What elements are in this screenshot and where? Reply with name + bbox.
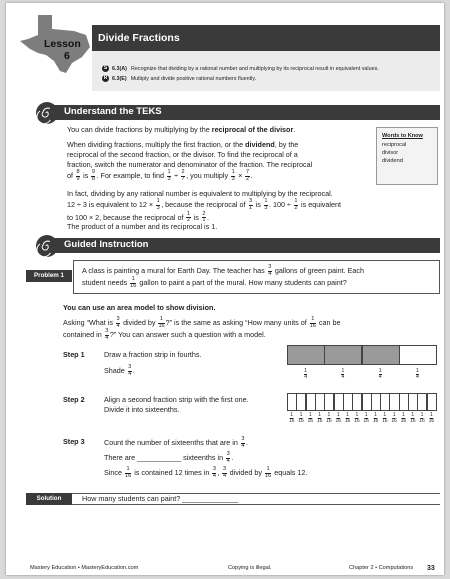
fourths-strip	[287, 345, 436, 365]
standard-s-icon: S	[103, 65, 108, 71]
strip-label: 1 16	[344, 412, 351, 424]
strip-label: 1 16	[372, 412, 379, 424]
standard-r-icon: R	[103, 75, 108, 81]
strip-label: 1 16	[326, 412, 332, 424]
strip-label: 1 16	[354, 412, 360, 424]
lesson-title: Divide Fractions	[98, 32, 180, 44]
strip-cell	[287, 345, 325, 365]
teks-text: Recognize that dividing by a rational number and multiplying by its reciprocal result in equivalent values.	[130, 65, 379, 72]
guided-section-bar	[50, 238, 440, 253]
footer-copy-notice: Copying is illegal.	[228, 565, 272, 571]
strip-label: 1 16	[335, 412, 341, 424]
strip-label: 1 16	[409, 412, 416, 424]
workbook-page	[6, 3, 444, 575]
words-to-know-title: Words to Know	[382, 133, 423, 139]
teks-text: Multiply and divide positive rational numbers fluently.	[130, 75, 257, 82]
lesson-number: 6	[64, 50, 70, 62]
step-label: Step 1	[63, 350, 85, 359]
step-label: Step 3	[63, 437, 85, 446]
problem-text: A class is painting a mural for Earth Day. The teacher has $\frac{3}{4}$ gallons of green paint. Each student needs $\frac{1}{16}$ gallon to paint a part of the mural. How many students can paint?	[82, 264, 364, 289]
step-2-text: Align a second fraction strip with the first one. Divide it into sixteenths.	[104, 395, 249, 415]
reciprocal-paragraph: When dividing fractions, multiply the first fraction, or the dividend, by the reciprocal of the second fraction, or the divisor. To find the reciprocal of a fraction, switch the numerator and denominator of the fraction. The reciprocal of $\frac{8}{9}$ is $\frac{9}{8}$ . For example, to find $\frac{1}{3}$ ÷ $\frac{2}{7}$ , you multiply $\frac{1}{3}$ × $\frac{7}{2}$ .	[67, 140, 313, 182]
strip-cell	[324, 345, 362, 365]
strip-label: 1 4	[341, 368, 345, 380]
teks-code: 6.3(A)	[112, 65, 127, 72]
vocab-word: reciprocal	[382, 142, 407, 149]
teks-item	[102, 65, 379, 73]
strip-label: 1 16	[307, 412, 314, 424]
sixteenths-strip	[287, 393, 436, 411]
understand-section-bar	[50, 105, 440, 120]
footer-publisher: Mastery Education • MasteryEducation.com	[30, 565, 139, 571]
strip-cell	[427, 393, 437, 411]
strip-cell	[399, 345, 437, 365]
strip-label: 1 16	[382, 412, 388, 424]
step-1-text: Draw a fraction strip in fourths.	[104, 350, 202, 359]
ask-paragraph: Asking “What is $\frac{3}{4}$ divided by $\frac{1}{16}$ ?” is the same as asking “How many units of $\frac{1}{16}$ can be contained in $\frac{3}{4}$ ?” You can answer such a question with a model.	[63, 316, 341, 341]
step-3-text: Count the number of sixteenths that are in $\frac{3}{4}$ . There are ___________ sixteenths in $\frac{3}{4}$ . Since $\frac{1}{16}$ is contained 12 times in $\frac{3}{4}$ , $\frac{3}{4}$ divided by $\frac{1}{16}$ equals 12.	[104, 436, 308, 479]
vocab-word: divisor	[382, 150, 399, 157]
strip-label: 1 4	[415, 368, 419, 380]
strip-label: 1 16	[428, 412, 435, 424]
strip-label: 1 16	[419, 412, 425, 424]
area-model-heading: You can use an area model to show division.	[63, 303, 216, 312]
product-statement: The product of a number and its reciprocal is 1.	[67, 222, 218, 231]
strip-cell	[362, 345, 400, 365]
solution-tag: Solution	[26, 493, 72, 505]
strip-label: 1 16	[400, 412, 407, 424]
sixteenths-strip-labels	[287, 413, 436, 427]
step-label: Step 2	[63, 395, 85, 404]
lesson-word: Lesson	[44, 38, 81, 50]
strip-label: 1 16	[298, 412, 304, 424]
understand-title: Understand the TEKS	[64, 106, 162, 117]
teks-code: 6.3(E)	[112, 75, 127, 82]
guided-title: Guided Instruction	[64, 239, 149, 250]
page-number: 33	[427, 565, 435, 572]
solution-text[interactable]: How many students can paint? ______________	[82, 494, 239, 503]
strip-label: 1 4	[304, 368, 308, 380]
strip-label: 1 16	[288, 412, 295, 424]
intro-text: You can divide fractions by multiplying by the reciprocal of the divisor.	[67, 125, 296, 134]
rational-paragraph: In fact, dividing by any rational number is equivalent to multiplying by the reciprocal. 12 ÷ 3 is equivalent to 12 × $\frac{1}{3}$ , because the reciprocal of $\frac{3}{1}$ is $\frac{1}{3}$ . 100 ÷ $\frac{1}{2}$ is equivalent to 100 × 2, because the reciprocal of $\frac{1}{2}$ is $\frac{2}{1}$ .	[67, 189, 341, 224]
strip-label: 1 16	[363, 412, 369, 424]
teks-item	[102, 75, 256, 83]
words-to-know-box	[376, 127, 438, 185]
fourths-strip-labels	[287, 369, 436, 383]
problem-tag: Problem 1	[26, 270, 72, 282]
vocab-word: dividend	[382, 158, 403, 165]
strip-label: 1 16	[316, 412, 323, 424]
step-1-shade-text: Shade $\frac{3}{4}$ .	[104, 364, 135, 377]
strip-label: 1 16	[391, 412, 397, 424]
strip-label: 1 4	[378, 368, 382, 380]
footer-chapter: Chapter 2 • Computations	[349, 565, 414, 571]
